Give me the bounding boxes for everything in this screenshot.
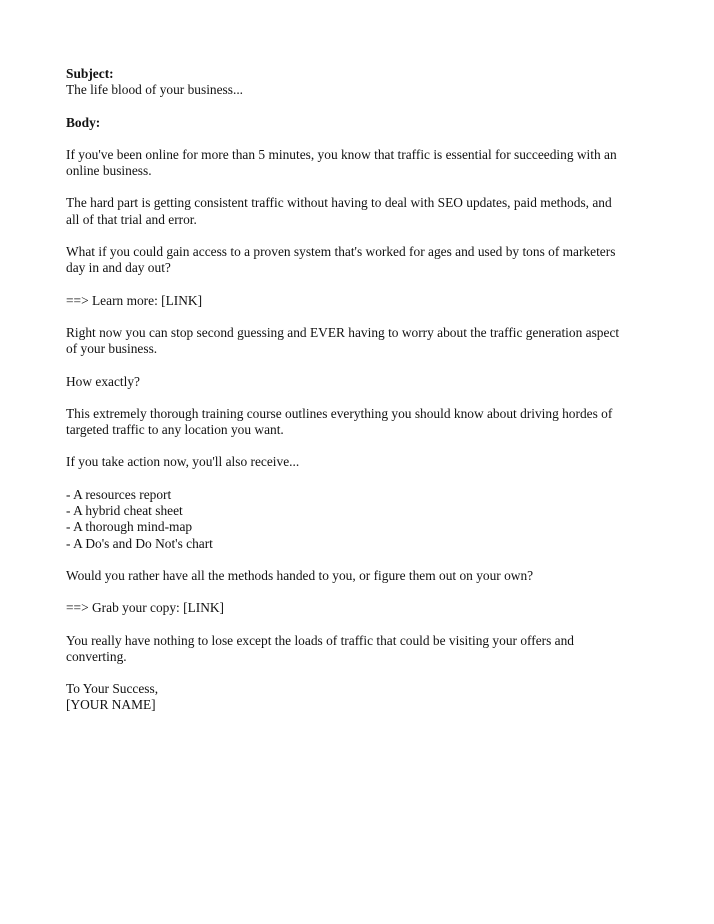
signoff: To Your Success,	[66, 681, 159, 697]
bonus-list-item: - A hybrid cheat sheet	[66, 503, 183, 519]
paragraph-line: What if you could gain access to a proven system that's worked for ages and used by tons of marketers	[66, 244, 616, 260]
bonus-list-item: - A thorough mind-map	[66, 519, 193, 535]
paragraph-line: of your business.	[66, 341, 158, 357]
paragraph-line: You really have nothing to lose except the loads of traffic that could be visiting your offers and	[66, 632, 574, 648]
paragraph-line: online business.	[66, 163, 152, 179]
paragraph-line: This extremely thorough training course outlines everything you should know about driving hordes of	[66, 405, 613, 421]
bonus-list-item: - A Do's and Do Not's chart	[66, 535, 213, 551]
paragraph-nothing-to-lose	[66, 633, 656, 666]
bonus-list-item: - A resources report	[66, 486, 172, 502]
paragraph-take-action: If you take action now, you'll also receive...	[66, 454, 300, 470]
paragraph-line: If you've been online for more than 5 minutes, you know that traffic is essential for succeeding with an	[66, 146, 617, 162]
paragraph-line: all of that trial and error.	[66, 211, 197, 227]
paragraph-intro	[66, 147, 656, 180]
paragraph-line: Right now you can stop second guessing and EVER having to worry about the traffic generation aspect	[66, 324, 620, 340]
paragraph-how-exactly: How exactly?	[66, 373, 140, 389]
paragraph-hard-part	[66, 195, 656, 228]
email-template-document	[66, 66, 656, 714]
paragraph-line: The hard part is getting consistent traffic without having to deal with SEO updates, paid methods, and	[66, 195, 612, 211]
paragraph-right-now	[66, 325, 656, 358]
body-label: Body:	[66, 114, 101, 130]
paragraph-what-if	[66, 244, 656, 277]
paragraph-course	[66, 406, 656, 439]
paragraph-line: targeted traffic to any location you want.	[66, 422, 284, 438]
bonus-list	[66, 487, 656, 552]
paragraph-would-you-rather: Would you rather have all the methods handed to you, or figure them out on your own?	[66, 567, 534, 583]
subject-label: Subject:	[66, 66, 114, 81]
paragraph-line: day in and day out?	[66, 260, 171, 276]
subject-text: The life blood of your business...	[66, 82, 244, 98]
paragraph-line: converting.	[66, 648, 127, 664]
learn-more-link-placeholder: ==> Learn more: [LINK]	[66, 292, 203, 308]
grab-copy-link-placeholder: ==> Grab your copy: [LINK]	[66, 600, 225, 616]
sender-name-placeholder: [YOUR NAME]	[66, 697, 156, 713]
